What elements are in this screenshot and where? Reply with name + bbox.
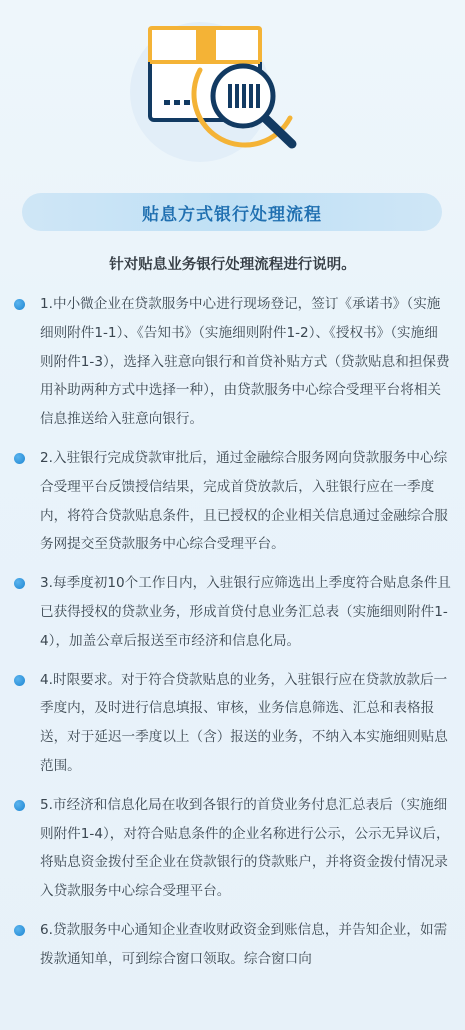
list-item-text: 1.中小微企业在贷款服务中心进行现场登记，签订《承诺书》（实施细则附件1-1）、《告知书》（实施细则附件1-2）、《授权书》（实施细则附件1-3），选择入驻意向银行和首贷补贴方式（贷款贴息和担保费用补助两种方式中选择一种），由贷款服务中心综合受理平台将相关信息推送给入驻意向银行。 bbox=[40, 296, 450, 428]
list-item bbox=[0, 290, 465, 434]
bullet-icon bbox=[14, 578, 25, 589]
list-item-text: 3.每季度初10个工作日内，入驻银行应筛选出上季度符合贴息条件且已获得授权的贷款业务，形成首贷付息业务汇总表（实施细则附件1-4），加盖公章后报送至市经济和信息化局。 bbox=[40, 575, 451, 649]
barcode-magnifier-icon bbox=[0, 0, 465, 185]
list-item bbox=[0, 916, 465, 974]
list-item-text: 4.时限要求。对于符合贷款贴息的业务，入驻银行应在贷款放款后一季度内，及时进行信息填报、审核，业务信息筛选、汇总和表格报送，对于延迟一季度以上（含）报送的业务，不纳入本实施细则贴息范围。 bbox=[40, 671, 448, 774]
process-list bbox=[0, 290, 465, 984]
list-item-text: 5.市经济和信息化局在收到各银行的首贷业务付息汇总表后（实施细则附件1-4），对符合贴息条件的企业名称进行公示，公示无异议后，将贴息资金拨付至企业在贷款银行的贷款账户，并将资金拨付情况录入贷款服务中心综合受理平台。 bbox=[40, 796, 450, 900]
list-item-text: 2.入驻银行完成贷款审批后，通过金融综合服务网向贷款服务中心综合受理平台反馈授信结果，完成首贷放款后，入驻银行应在一季度内，将符合贷款贴息条件，且已授权的企业相关信息通过金融综合服务网提交至贷款服务中心综合受理平台。 bbox=[40, 449, 448, 553]
list-item bbox=[0, 666, 465, 781]
list-item bbox=[0, 444, 465, 559]
bullet-icon bbox=[14, 675, 25, 686]
hero-illustration bbox=[0, 0, 465, 185]
bullet-icon bbox=[14, 800, 25, 811]
section-subtitle: 针对贴息业务银行处理流程进行说明。 bbox=[109, 257, 356, 273]
list-item-text: 6.贷款服务中心通知企业查收财政资金到账信息，并告知企业，如需拨款通知单，可到综合窗口领取。综合窗口向 bbox=[40, 921, 448, 967]
bullet-icon bbox=[14, 299, 25, 310]
list-item bbox=[0, 569, 465, 655]
bullet-icon bbox=[14, 925, 25, 936]
list-item bbox=[0, 791, 465, 906]
page-title: 贴息方式银行处理流程 bbox=[142, 204, 322, 225]
bullet-icon bbox=[14, 453, 25, 464]
section-title-bar bbox=[22, 193, 442, 231]
